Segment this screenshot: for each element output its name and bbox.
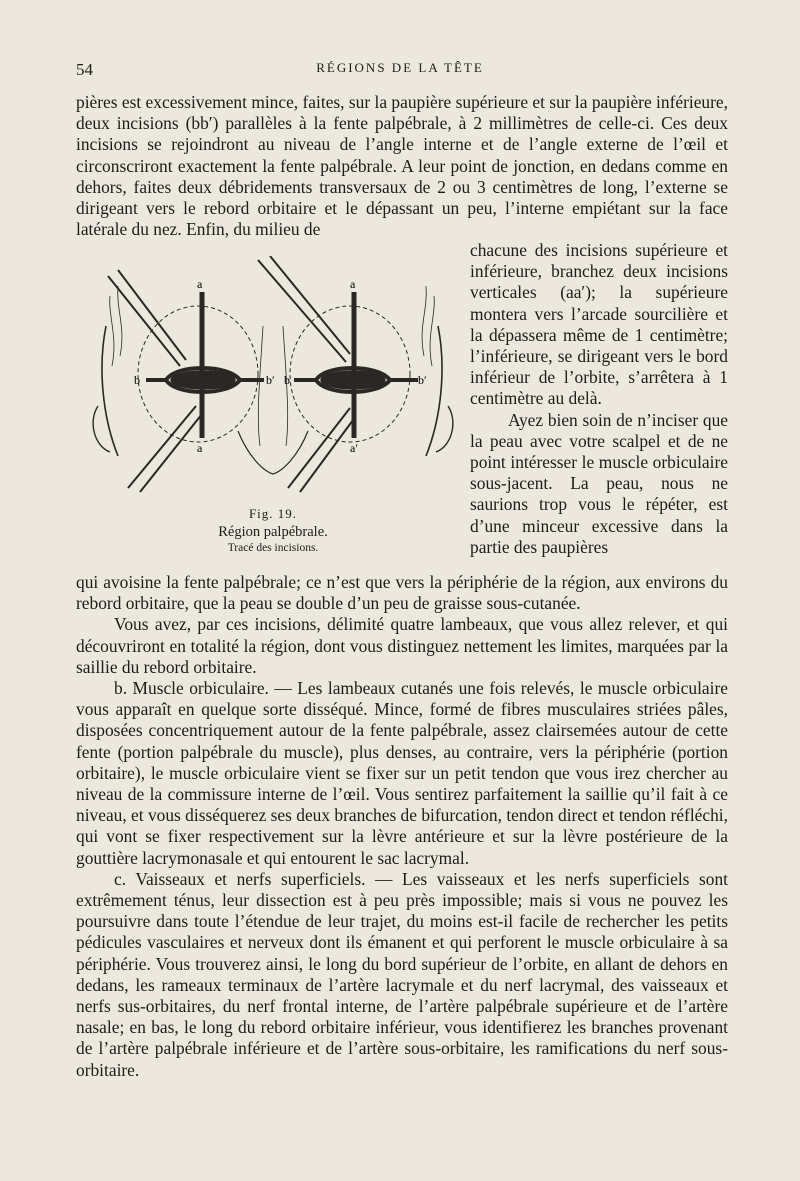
letter-a-top-right: a [350,277,356,291]
letter-b-prime-right: b′ [418,373,427,387]
main-text-continued [76,572,728,1081]
running-head: RÉGIONS DE LA TÊTE [316,60,484,75]
paragraph-text: Vous avez, par ces incisions, délimité quatre lambeaux, que vous allez relever, et qui découvriront en totalité la région, dont vous distinguez nettement les limites, marquées par la saillie du rebord orbitaire. [76,614,728,677]
letter-b-left: b [134,373,140,387]
letter-a-top-left: a [197,277,203,291]
letter-a-prime-bottom-right: a′ [350,441,358,455]
letter-a-bottom-left: a [197,441,203,455]
figure-palpebral-region [88,256,458,494]
paragraph-text: Ayez bien soin de n’inciser que la peau avec votre scalpel et de ne point intéresser le muscle orbiculaire sous-jacent. La peau, nous ne saurions trop vous le répéter, est d’une minceur excessive dans la partie des paupières [470,409,728,557]
paragraph-text: qui avoisine la fente palpébrale; ce n’est que vers la périphérie de la région, aux environs du rebord orbitaire, que la peau se double d’un peu de graisse sous-cutanée. [76,572,728,614]
page-number: 54 [76,60,93,79]
paragraph-text: pières est excessivement mince, faites, sur la paupière supérieure et sur la paupière inférieure, deux incisions (bb′) parallèles à la fente palpébrale, à 2 millimètres de celle-ci. Ces deux incisions se rejoindront au niveau de l’angle interne et de l’angle externe de l’œil et circonscriront exactement la fente palpébrale. A leur point de jonction, en dedans comme en dehors, faites deux débridements transversaux de 2 ou 3 centimètres de long, l’externe se dirigeant vers le rebord orbitaire et le dépassant un peu, l’interne empiétant sur la face latérale du nez. Enfin, du milieu de [76,92,728,240]
figure-subtitle: Tracé des incisions. [227,542,319,554]
paragraph-incisions [76,92,728,240]
figure-label: Fig. 19. [248,506,298,521]
paragraph-muscle-orbiculaire: b. Muscle orbiculaire. — Les lambeaux cutanés une fois relevés, le muscle orbiculaire vous apparaît en quelque sorte disséqué. Mince, formé de fibres musculaires striées pâles, disposées concentriquement autour de la fente palpébrale, assez clairsemées autour de cette fente (portion palpébrale du muscle), plus denses, au contraire, vers la périphérie (portion orbitaire), le muscle orbiculaire vient se fixer sur un petit tendon que vous irez chercher au niveau de la commissure interne de l’œil. Vous sentirez parfaitement la saillie qu’il fait à ce niveau, et vous disséquerez ses deux branches de bifurcation, tendon direct et tendon réfléchi, qui vont se fixer respectivement sur la lèvre antérieure et sur la lèvre postérieure de la gouttière lacrymonasale et qui entourent le sac lacrymal. [76,678,728,868]
letter-b-prime-left: b′ [266,373,275,387]
side-column-text [470,240,728,558]
letter-b-right: b [284,373,290,387]
paragraph-text: chacune des incisions supérieure et inférieure, branchez deux incisions verticales (aa′); la supérieure montera vers l’arcade sourcilière et la dépassera même de 1 centimètre; l’inférieure, se dirigeant vers le bord inférieur de l’orbite, s’arrêtera à 1 centimètre au delà. [470,240,728,409]
eye-incision-illustration [88,256,458,494]
paragraph-vaisseaux-nerfs: c. Vaisseaux et nerfs superficiels. — Les vaisseaux et les nerfs superficiels sont extrêmement ténus, leur dissection est à peu près impossible; mais si vous ne pouvez les poursuivre dans toute l’étendue de leur trajet, du moins est-il facile de rechercher les petits pédicules vasculaires et nerveux dont ils émanent et qui perforent le muscle orbiculaire à sa périphérie. Vous trouverez ainsi, le long du bord supérieur de l’orbite, en allant de dehors en dedans, les rameaux terminaux de l’artère lacrymale et du nerf lacrymal, des vaisseaux et nerfs sus-orbitaires, du nerf frontal interne, de l’artère palpébrale supérieure et de l’artère nasale; en bas, le long du rebord orbitaire inférieur, vous identifierez les branches provenant de l’artère palpébrale inférieure et de l’artère sous-orbitaire, les ramifications du nerf sous-orbitaire. [76,868,728,1080]
figure-title: Région palpébrale. [218,524,328,540]
